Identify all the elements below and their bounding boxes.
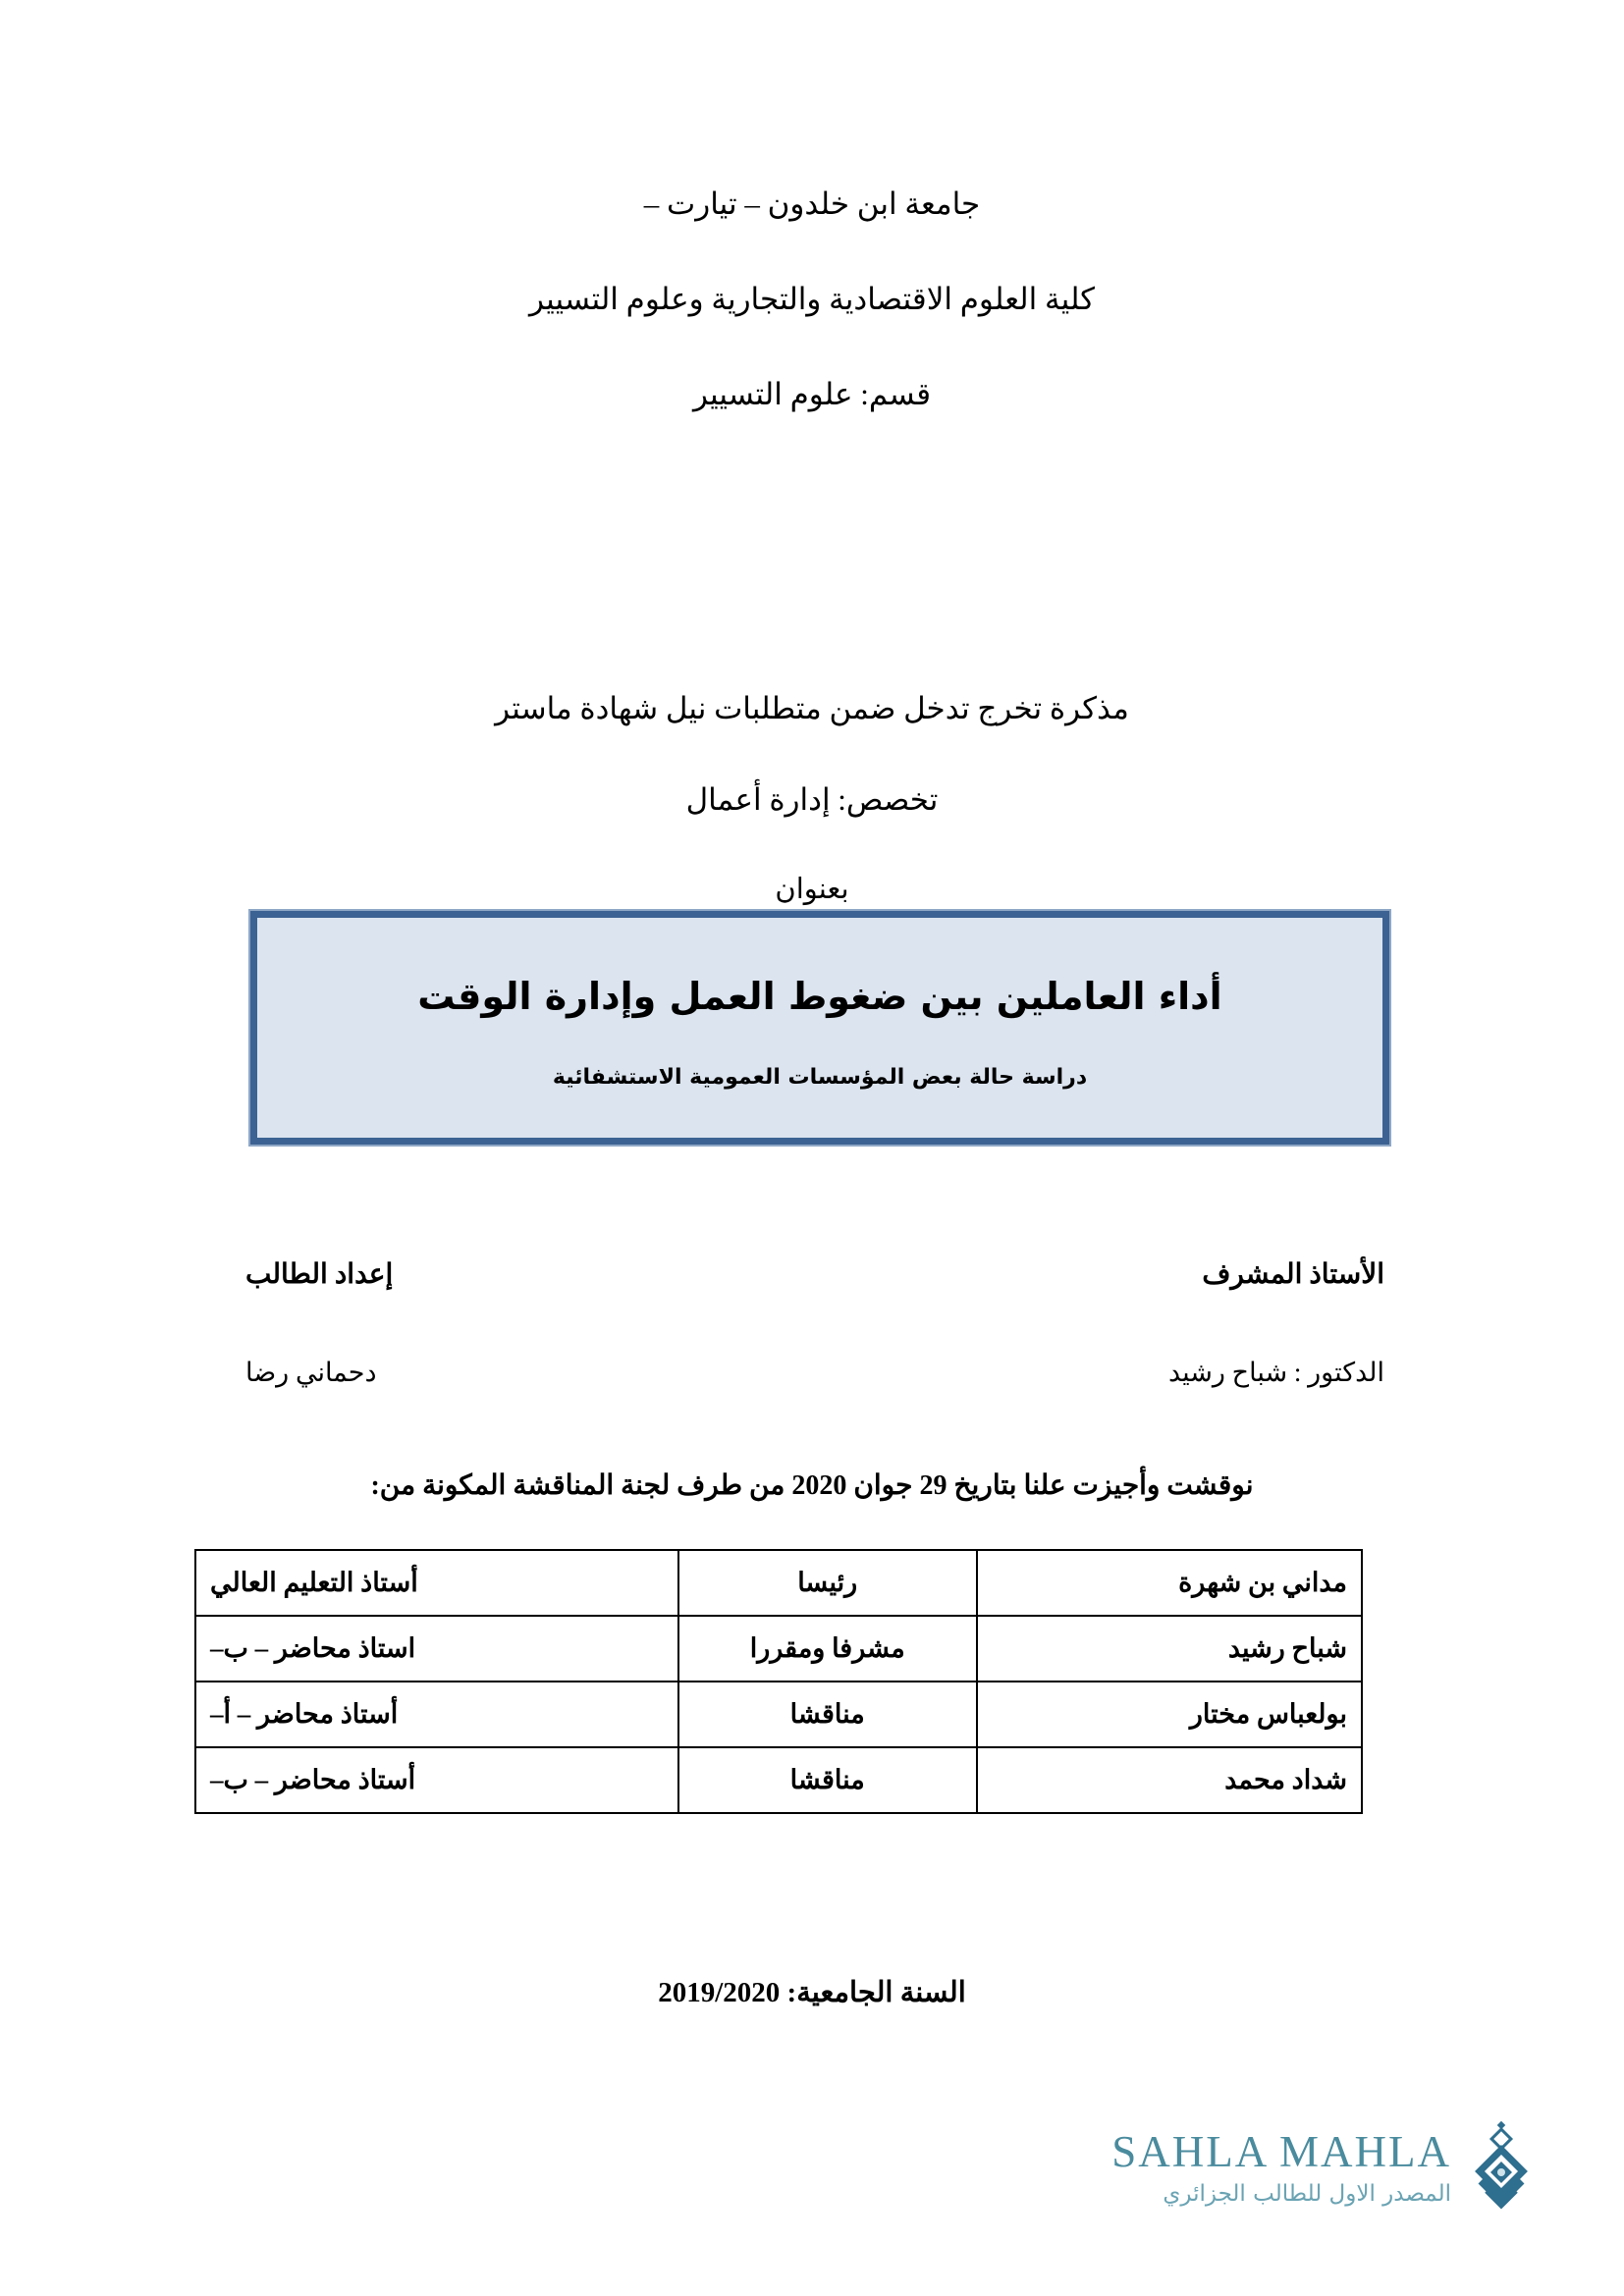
defense-statement: نوقشت وأجيزت علنا بتاريخ 29 جوان 2020 من طرف لجنة المناقشة المكونة من: xyxy=(370,1470,1254,1501)
university-name: جامعة ابن خلدون – تيارت – xyxy=(643,187,981,221)
jury-member-role: رئيسا xyxy=(678,1550,977,1616)
people-block xyxy=(245,1261,1384,1386)
table-row xyxy=(195,1747,1362,1813)
people-names-row xyxy=(245,1360,1384,1386)
specialty-line: تخصص: إدارة أعمال xyxy=(685,782,939,817)
logo-tagline: المصدر الاول للطالب الجزائري xyxy=(1163,2180,1451,2207)
faculty-name: كلية العلوم الاقتصادية والتجارية وعلوم التسيير xyxy=(529,282,1095,316)
thesis-subtitle: دراسة حالة بعض المؤسسات العمومية الاستشفائية xyxy=(552,1064,1088,1090)
thesis-title-box xyxy=(250,911,1389,1145)
academic-year: السنة الجامعية: 2019/2020 xyxy=(658,1977,966,2008)
jury-member-rank: أستاذ محاضر – أ– xyxy=(195,1682,678,1747)
degree-statement: مذكرة تخرج تدخل ضمن متطلبات نيل شهادة ماستر xyxy=(495,691,1129,725)
table-row xyxy=(195,1550,1362,1616)
department-name: قسم: علوم التسيير xyxy=(692,377,932,411)
jury-member-role: مناقشا xyxy=(678,1682,977,1747)
titled-label: بعنوان xyxy=(775,874,849,905)
supervisor-name: الدكتور : شباح رشيد xyxy=(1167,1358,1384,1387)
jury-member-role: مشرفا ومقررا xyxy=(678,1616,977,1682)
jury-member-name: شداد محمد xyxy=(977,1747,1362,1813)
jury-member-name: شباح رشيد xyxy=(977,1616,1362,1682)
thesis-title: أداء العاملين بين ضغوط العمل وإدارة الوقت xyxy=(417,975,1222,1018)
jury-member-name: بولعباس مختار xyxy=(977,1682,1362,1747)
jury-member-rank: استاذ محاضر – ب– xyxy=(195,1616,678,1682)
student-name: دحماني رضا xyxy=(245,1358,377,1387)
sahla-mahla-logo-text xyxy=(1110,2126,1451,2207)
table-row xyxy=(195,1682,1362,1747)
student-label: إعداد الطالب xyxy=(245,1259,394,1290)
jury-member-role: مناقشا xyxy=(678,1747,977,1813)
sahla-mahla-logo-icon xyxy=(1461,2120,1542,2215)
jury-member-rank: أستاذ محاضر – ب– xyxy=(195,1747,678,1813)
table-row xyxy=(195,1616,1362,1682)
degree-block xyxy=(0,693,1624,904)
jury-table xyxy=(194,1549,1363,1814)
people-labels-row xyxy=(245,1261,1384,1289)
supervisor-label: الأستاذ المشرف xyxy=(1202,1259,1384,1290)
logo-title: SAHLA MAHLA xyxy=(1111,2126,1451,2176)
jury-table-body xyxy=(195,1550,1362,1813)
jury-member-rank: أستاذ التعليم العالي xyxy=(195,1550,678,1616)
sahla-mahla-watermark xyxy=(1110,2120,1542,2215)
jury-member-name: مداني بن شهرة xyxy=(977,1550,1362,1616)
university-header xyxy=(0,188,1624,409)
